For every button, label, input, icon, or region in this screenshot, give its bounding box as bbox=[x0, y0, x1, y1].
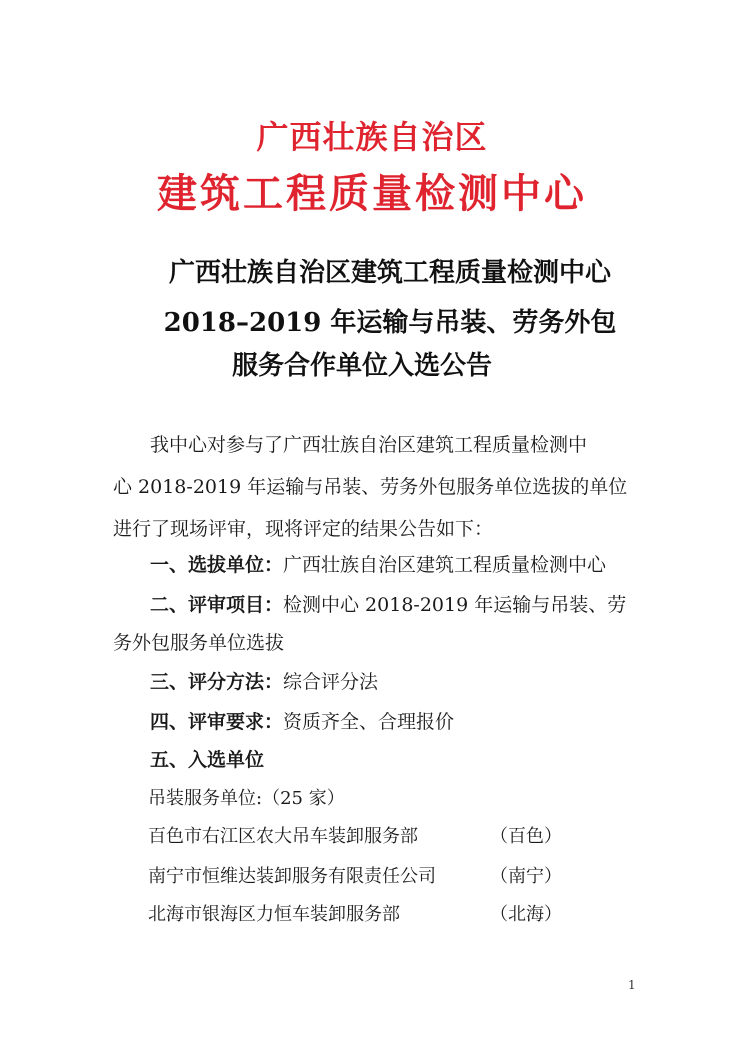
item-1-label: 一、选拔单位： bbox=[150, 554, 284, 576]
item-1 bbox=[150, 550, 680, 577]
item-5 bbox=[150, 745, 680, 772]
lifting-unit-3-region: （北海） bbox=[490, 904, 562, 925]
item-2-label: 二、评审项目： bbox=[150, 594, 284, 616]
page-number: 1 bbox=[628, 978, 636, 992]
lifting-unit-2-name: 南宁市恒维达装卸服务有限责任公司 bbox=[148, 866, 436, 887]
item-1-value: 广西壮族自治区建筑工程质量检测中心 bbox=[283, 554, 607, 576]
lifting-unit-1-name: 百色市右江区农大吊车装卸服务部 bbox=[148, 826, 418, 847]
lifting-unit-2-region: （南宁） bbox=[490, 866, 562, 887]
lifting-heading: 吊装服务单位:（25 家） bbox=[148, 788, 345, 809]
letterhead-line-1: 广西壮族自治区 bbox=[256, 118, 488, 156]
item-3 bbox=[150, 667, 680, 694]
item-4-value: 资质齐全、合理报价 bbox=[283, 711, 455, 733]
item-3-label: 三、评分方法： bbox=[150, 671, 284, 693]
intro-line-2: 心 2018-2019 年运输与吊装、劳务外包服务单位选拔的单位 bbox=[113, 476, 628, 498]
title-line-2: 2018–2019 年运输与吊装、劳务外包 bbox=[163, 308, 617, 338]
intro-line-3: 进行了现场评审，现将评定的结果公告如下： bbox=[113, 518, 494, 540]
item-5-label: 五、入选单位 bbox=[150, 749, 265, 771]
item-2-continued: 务外包服务单位选拔 bbox=[113, 632, 285, 654]
title-line-1: 广西壮族自治区建筑工程质量检测中心 bbox=[168, 258, 611, 288]
item-2 bbox=[150, 590, 680, 617]
intro-line-1: 我中心对参与了广西壮族自治区建筑工程质量检测中 bbox=[150, 434, 588, 456]
lifting-unit-1-region: （百色） bbox=[490, 826, 562, 847]
lifting-unit-3-name: 北海市银海区力恒车装卸服务部 bbox=[148, 904, 400, 925]
item-4 bbox=[150, 707, 680, 734]
letterhead-line-2: 建筑工程质量检测中心 bbox=[157, 170, 587, 217]
item-4-label: 四、评审要求： bbox=[150, 711, 284, 733]
item-3-value: 综合评分法 bbox=[283, 671, 379, 693]
item-2-value: 检测中心 2018-2019 年运输与吊装、劳 bbox=[283, 594, 627, 616]
title-line-3: 服务合作单位入选公告 bbox=[232, 351, 493, 381]
